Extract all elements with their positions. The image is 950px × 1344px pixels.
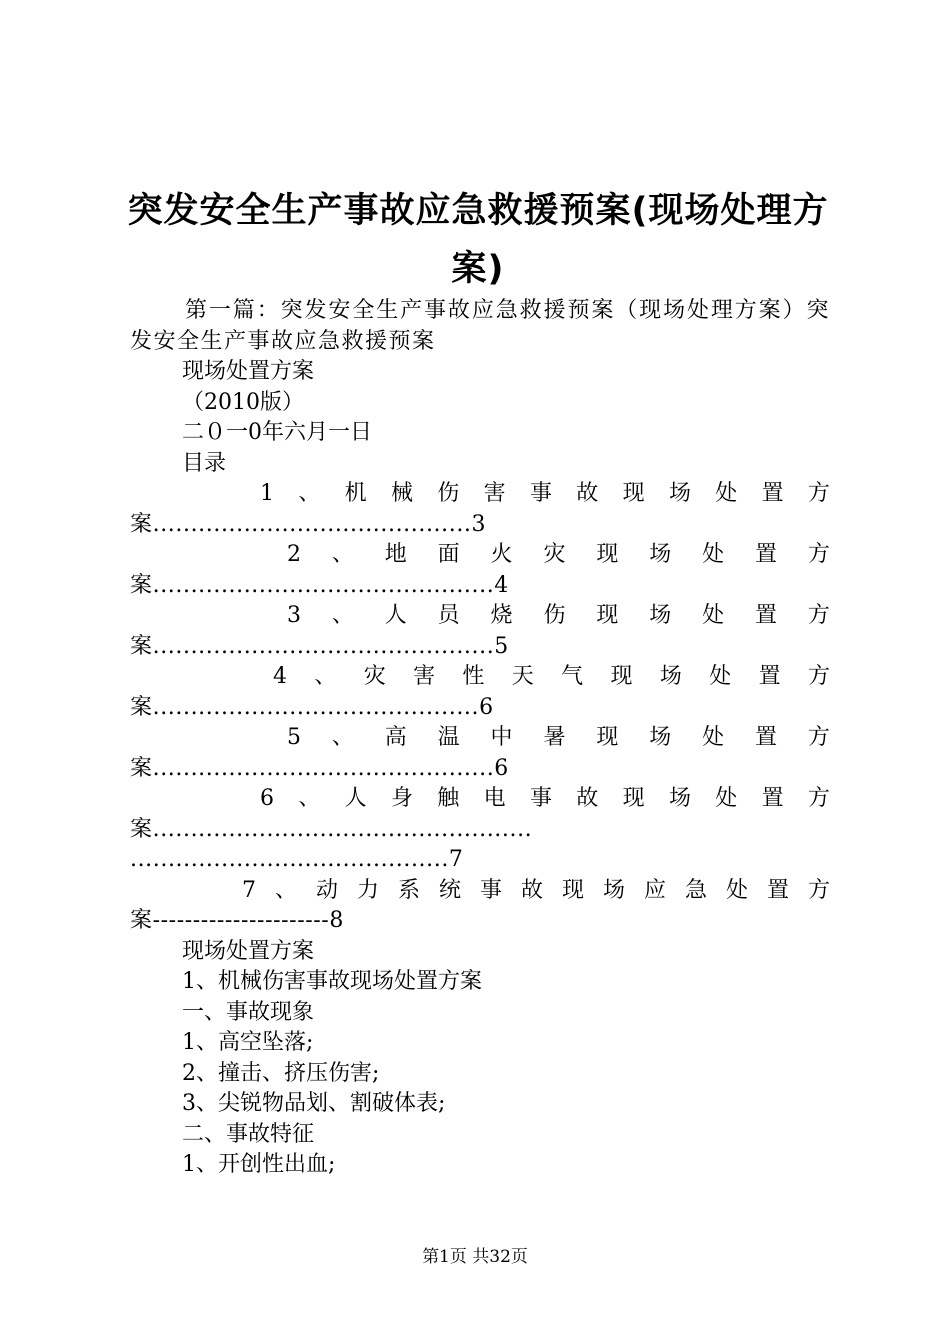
header-lines	[130, 357, 830, 479]
toc-char: 故	[520, 877, 543, 903]
toc-char: 4	[273, 664, 287, 689]
toc-entry[interactable]	[130, 723, 830, 784]
toc-char: 害	[483, 481, 506, 506]
toc-char: 现	[596, 542, 619, 567]
toc-char: 、	[331, 725, 354, 750]
text-line: 现场处置方案	[182, 938, 315, 964]
toc-char: 灾	[543, 542, 566, 567]
document-body	[130, 296, 830, 1181]
toc-char: 方	[807, 542, 830, 567]
toc-leader: 案..........................................3	[130, 511, 487, 537]
text-line: （2010版）	[182, 389, 304, 415]
toc-char: 场	[668, 481, 691, 506]
toc-char: 场	[602, 877, 625, 903]
toc-char: 机	[344, 481, 367, 506]
toc-char: 、	[314, 664, 337, 689]
toc-entry[interactable]	[130, 662, 830, 723]
toc-char: 天	[511, 664, 534, 689]
toc-char: 3	[287, 603, 301, 628]
toc-char: 人	[344, 786, 367, 811]
toc-char: 方	[807, 786, 830, 811]
toc-char: 应	[643, 877, 666, 903]
toc-char: 触	[437, 786, 460, 811]
toc-entry[interactable]	[130, 601, 830, 662]
toc-char: 5	[287, 725, 301, 750]
toc-char: 置	[755, 542, 778, 567]
section-lines	[130, 937, 830, 1181]
toc-char: 处	[715, 481, 738, 506]
toc-char: 高	[384, 725, 407, 750]
toc-char: 7	[242, 877, 256, 903]
toc-char: 害	[413, 664, 436, 689]
text-line: 一、事故现象	[182, 999, 315, 1025]
toc-entry-title	[130, 479, 830, 510]
text-line: 二、事故特征	[182, 1121, 315, 1147]
document-title: 突发安全生产事故应急救援预案(现场处理方案)	[127, 191, 829, 289]
toc-leader: 案...........................................6	[130, 694, 494, 720]
toc-char: 处	[702, 542, 725, 567]
toc-char: 械	[390, 481, 413, 506]
text-line: 现场处置方案	[182, 359, 315, 384]
toc-char: 1	[260, 481, 274, 506]
toc-entry[interactable]	[130, 479, 830, 540]
toc-char: 电	[483, 786, 506, 811]
toc-char: 面	[437, 542, 460, 567]
toc-char: 人	[384, 603, 407, 628]
toc-entry-title	[130, 784, 830, 815]
toc-char: 方	[807, 603, 830, 628]
toc-char: 火	[490, 542, 513, 567]
text-line: 3、尖锐物品划、割破体表;	[182, 1091, 446, 1116]
toc-char: 事	[529, 481, 552, 506]
toc-char: 伤	[543, 603, 566, 628]
toc-char: 温	[437, 725, 460, 750]
toc-char: 处	[702, 725, 725, 750]
toc-entry-title	[130, 876, 830, 907]
toc-char: 现	[610, 664, 633, 689]
text-line: 2、撞击、挤压伤害;	[182, 1060, 380, 1086]
intro-paragraph: 第一篇：突发安全生产事故应急救援预案（现场处理方案）突发安全生产事故应急救援预案	[130, 298, 830, 354]
toc-char: 处	[715, 786, 738, 811]
toc-char: 烧	[490, 603, 513, 628]
toc-char: 员	[437, 603, 460, 628]
toc-char: 身	[390, 786, 413, 811]
toc-char: 场	[659, 664, 682, 689]
toc-char: 、	[331, 542, 354, 567]
toc-char: 置	[755, 725, 778, 750]
toc-char: 急	[684, 877, 707, 903]
toc-leader: 案.............................................4	[130, 572, 509, 598]
toc-char: 伤	[437, 481, 460, 506]
toc-char: 、	[298, 786, 321, 811]
toc-char: 现	[622, 481, 645, 506]
toc-char: 2	[287, 542, 301, 567]
toc-char: 中	[490, 725, 513, 750]
toc-char: 置	[761, 481, 784, 506]
toc-char: 现	[596, 603, 619, 628]
toc-char: 系	[397, 877, 420, 903]
toc-entry-title	[130, 601, 830, 632]
toc-char: 置	[758, 664, 781, 689]
toc-char: 6	[260, 786, 274, 811]
toc-entry-title	[130, 540, 830, 571]
toc-char: 置	[766, 877, 789, 903]
toc-leader: 案.............................................5	[130, 633, 509, 659]
toc-entry[interactable]	[130, 540, 830, 601]
toc-char: 动	[315, 877, 338, 903]
toc-char: 方	[807, 664, 830, 689]
toc-char: 场	[668, 786, 691, 811]
toc-leader: 案.............................................6	[130, 755, 509, 781]
toc-leader: 案----------------------8	[130, 908, 344, 933]
toc-char: 处	[725, 877, 748, 903]
toc-char: 置	[755, 603, 778, 628]
toc-char: 方	[807, 725, 830, 750]
toc-char: 处	[702, 603, 725, 628]
toc-char: 力	[356, 877, 379, 903]
toc-leader: 案..................................................	[130, 816, 533, 842]
toc-char: 置	[761, 786, 784, 811]
toc-char: 故	[576, 481, 599, 506]
toc-entry[interactable]	[130, 784, 830, 876]
toc-char: 场	[649, 725, 672, 750]
toc-char: 现	[561, 877, 584, 903]
toc-char: 气	[561, 664, 584, 689]
text-line: 1、高空坠落;	[182, 1030, 314, 1055]
toc-entry[interactable]	[130, 876, 830, 937]
toc-char: 暑	[543, 725, 566, 750]
text-line: 目录	[182, 450, 227, 476]
toc-char: 处	[709, 664, 732, 689]
toc-char: 地	[384, 542, 407, 567]
toc-char: 场	[649, 603, 672, 628]
toc-entry-title	[130, 662, 830, 693]
toc-char: 性	[462, 664, 485, 689]
toc-char: 现	[596, 725, 619, 750]
toc-char: 事	[479, 877, 502, 903]
text-line: 1、开创性出血;	[182, 1152, 336, 1177]
toc-char: 、	[298, 481, 321, 506]
text-line: 1、机械伤害事故现场处置方案	[182, 969, 482, 994]
toc-char: 、	[331, 603, 354, 628]
toc-leader: ..........................................7	[130, 847, 464, 872]
page-footer: 第1页 共32页	[422, 1247, 528, 1267]
toc-char: 故	[576, 786, 599, 811]
toc-char: 场	[649, 542, 672, 567]
toc-entry-title	[130, 723, 830, 754]
toc-char: 现	[622, 786, 645, 811]
text-line: 二０一0年六月一日	[182, 420, 372, 445]
toc-char: 灾	[363, 664, 386, 689]
toc-char: 方	[807, 481, 830, 506]
toc-char: 、	[274, 877, 297, 903]
toc-char: 方	[807, 877, 830, 903]
table-of-contents	[130, 479, 830, 937]
toc-char: 统	[438, 877, 461, 903]
toc-char: 事	[529, 786, 552, 811]
